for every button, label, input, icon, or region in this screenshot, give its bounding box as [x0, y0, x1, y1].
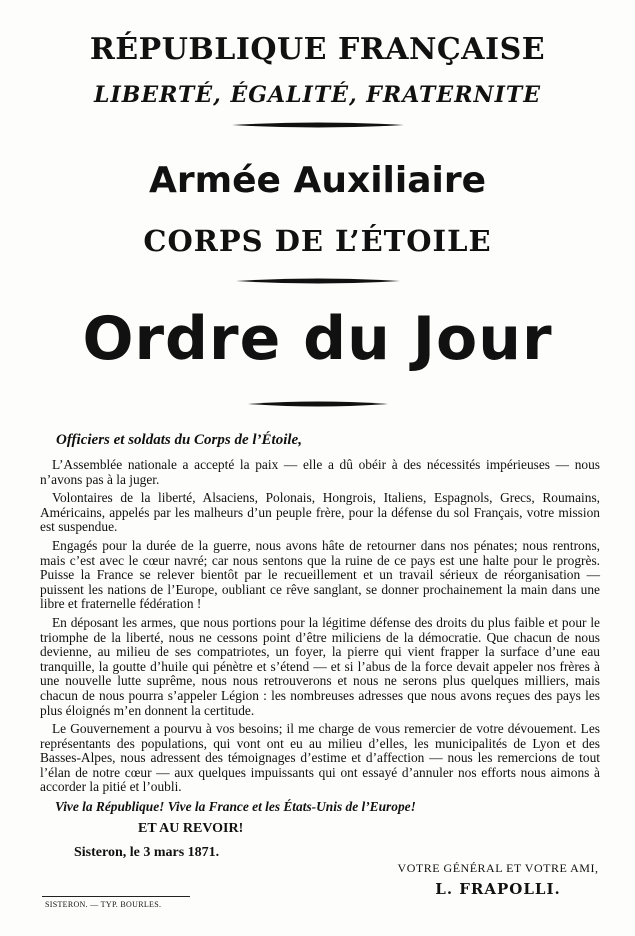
ornament-rule-3 [0, 397, 635, 411]
signature: L. FRAPOLLI. [435, 880, 561, 898]
printer-imprint: SISTERON. — TYP. BOURLES. [45, 900, 162, 909]
ornament-rule-2 [0, 274, 635, 288]
place-date: Sisteron, le 3 mars 1871. [74, 845, 220, 860]
paragraph-1: L’Assemblée nationale a accepté la paix — elle a dû obéir à des nécessités impérieuses — nous n’avons pas à la juger. [40, 457, 600, 487]
paragraph-5: Le Gouvernement a pourvu à vos besoins; il me charge de vous remercier de votre dévouement. Les représentants des populations, qui vont ont eu au milieu d’elles, les municipalités de Lyon et des Basses-Alpes, nous adressent des témoignages d’estime et d’affection — nous les remercions de tout l’élan de notre cœur — aux quelques impuissants qui ont essayé d’annuler nos efforts nous aimons à accorder la pitié et l’oubli. [40, 721, 600, 795]
closing-line: VOTRE GÉNÉRAL ET VOTRE AMI, [397, 861, 599, 875]
order-title: Ordre du Jour [82, 304, 553, 374]
farewell: ET AU REVOIR! [138, 821, 244, 836]
army-heading: Armée Auxiliaire [148, 160, 487, 201]
republic-heading: RÉPUBLIQUE FRANÇAISE [89, 32, 546, 67]
corps-heading: CORPS DE L’ÉTOILE [143, 224, 492, 258]
paragraph-2: Volontaires de la liberté, Alsaciens, Polonais, Hongrois, Italiens, Espagnols, Grecs, Roumains, Américains, appelés par les malheurs d’un peuple frère, pour la défense du sol Français, votre mission est suspendue. [40, 490, 600, 535]
paragraph-4: En déposant les armes, que nous portions pour la légitime défense des droits du plus faible et pour le triomphe de la liberté, nous ne cessons point d’être miliciens de la démocratie. Que chacun de nous devienne, au milieu de ses compatriotes, un foyer, la pierre qui vient frapper la surface d’une eau tranquille, la goutte d’huile qui pénètre et s’étend — et si l’abus de la force devait appeler nos frères à une nouvelle lutte suprême, nous nous retrouverons et nous ne serons plus quelques milliers, mais chacun de nous pourra s’appeler Légion : les nombreuses adresses que nous avons reçues des pays les plus éloignés m’en donnent la certitude. [40, 614, 600, 718]
body-text [40, 458, 600, 799]
paragraph-3: Engagés pour la durée de la guerre, nous avons hâte de retourner dans nos pénates; nous rentrons, mais c’est avec le cœur navré; car nous sentons que la ruine de ce pays est une halte pour le progrès. Puisse la France se relever bientôt par le recueillement et un travail sérieux de réorganisation — puissent les nations de l’Europe, oubliant ce rêve sanglant, se donner prochainement la main dans une libre et fraternelle fédération ! [40, 537, 600, 612]
printer-rule [42, 896, 190, 897]
salutation: Officiers et soldats du Corps de l’Étoile, [56, 432, 302, 448]
ornament-rule-1 [0, 118, 635, 132]
motto: LIBERTÉ, ÉGALITÉ, FRATERNITE [93, 82, 542, 108]
vive-line: Vive la République! Vive la France et les États-Unis de l’Europe! [55, 799, 416, 814]
